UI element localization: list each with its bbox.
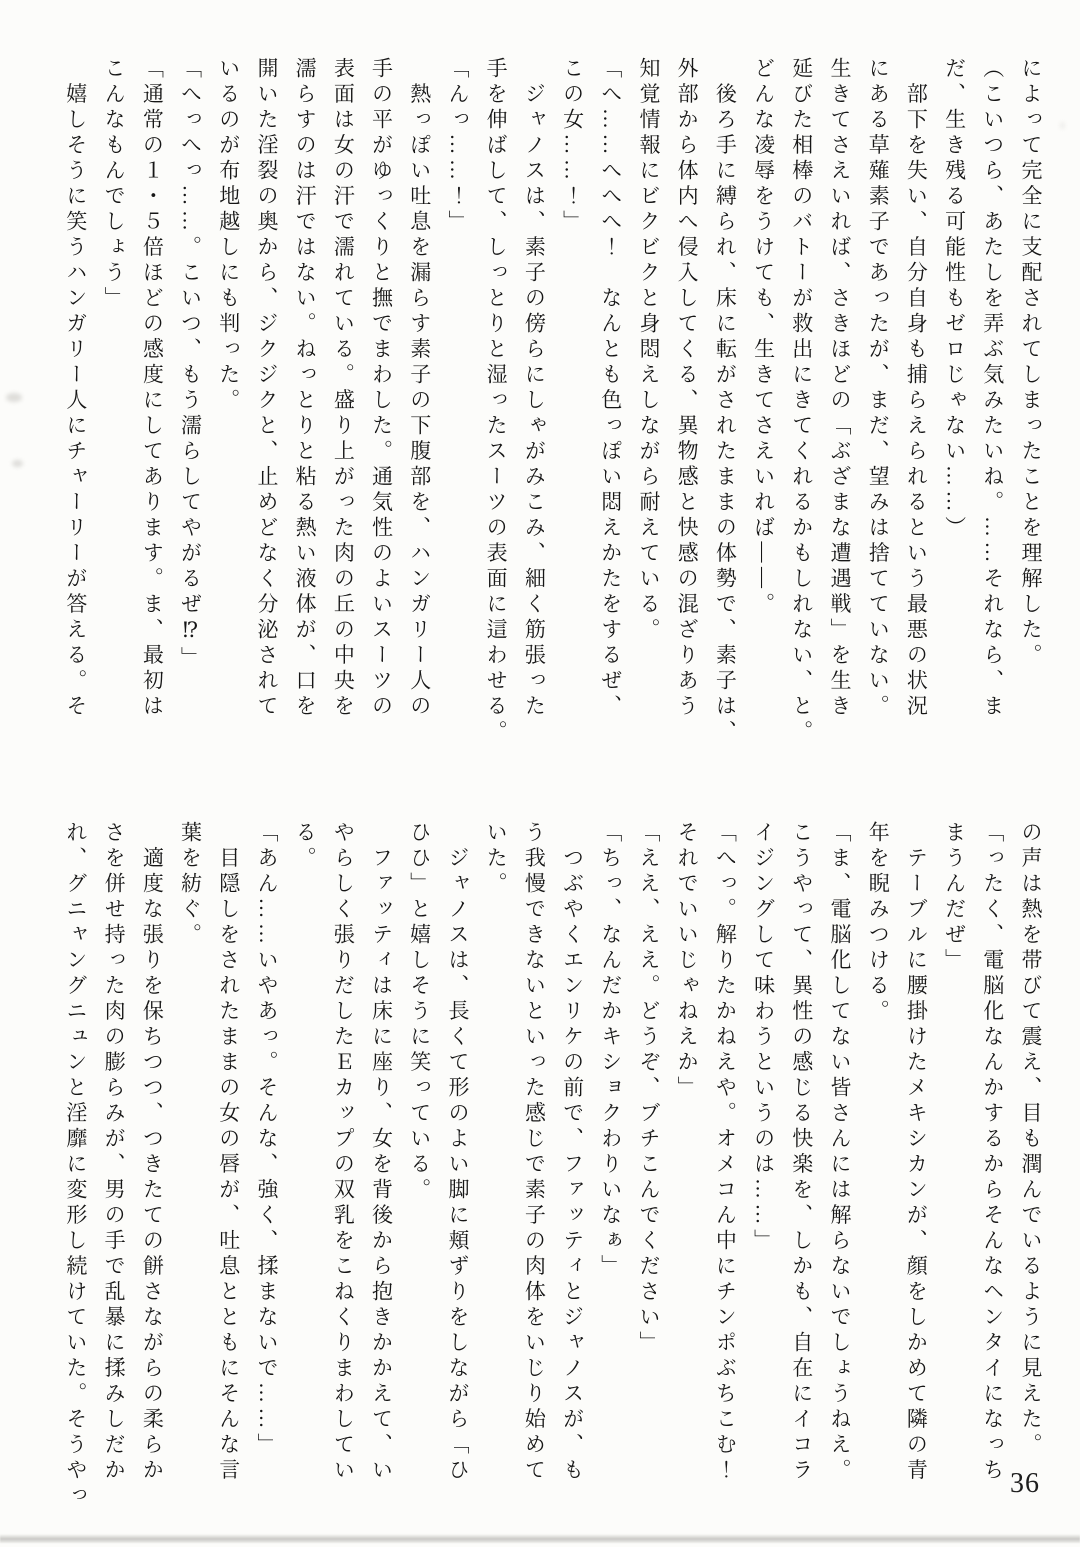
text-column: 濡らすのは汗ではない。ねっとりと粘る熱い液体が、口を — [293, 57, 318, 720]
text-column: こうやって、異性の感じる快楽を、しかも、自在にイコラ — [789, 821, 814, 1484]
text-block-bottom — [54, 821, 1050, 1515]
text-column: だ、生き残る可能性もゼロじゃない……） — [942, 57, 967, 542]
text-column: 「ったく、電脳化なんかするからそんなヘンタイになっち — [980, 821, 1005, 1484]
text-column: （こいつら、あたしを弄ぶ気みたいね。……それなら、ま — [980, 57, 1005, 720]
text-column: どんな凌辱をうけても、生きてさえいれば――。 — [751, 57, 776, 618]
text-column: 表面は女の汗で濡れている。盛り上がった肉の丘の中央を — [331, 57, 356, 720]
scan-artifact-smudge — [1060, 122, 1065, 129]
text-column: 開いた淫裂の奥から、ジクジクと、止めどなく分泌されて — [254, 57, 279, 720]
text-column: ジャノスは、長くて形のよい脚に頬ずりをしながら「ひ — [445, 821, 470, 1484]
text-column: つぶやくエンリケの前で、ファッティとジャノスが、も — [560, 821, 585, 1484]
text-column: イジングして味わうというのは……」 — [751, 821, 776, 1255]
text-column: 延びた相棒のバトーが救出にきてくれるかもしれない、と。 — [789, 57, 814, 746]
text-column: 「ちっ、なんだかキショクわりいなぁ」 — [598, 821, 623, 1280]
text-column: 嬉しそうに笑うハンガリー人にチャーリーが答える。そ — [63, 57, 88, 720]
text-column: 目隠しをされたままの女の唇が、吐息とともにそんな言 — [216, 821, 241, 1484]
text-column: う我慢できないといった感じで素子の肉体をいじり始めて — [522, 821, 547, 1484]
text-column: 「へ……へへへ！ なんとも色っぽい悶えかたをするぜ、 — [598, 57, 623, 720]
text-block-top — [54, 57, 1050, 751]
text-column: ジャノスは、素子の傍らにしゃがみこみ、細く筋張った — [522, 57, 547, 720]
text-column: 「んっ……！」 — [445, 57, 470, 236]
text-column: 外部から体内へ侵入してくる、異物感と快感の混ざりあう — [675, 57, 700, 720]
text-column: れ、グニャングニュンと淫靡に変形し続けていた。そうやっ — [63, 821, 88, 1510]
text-column: 「へっへっ……。こいつ、もう濡らしてやがるぜ⁉」 — [178, 57, 203, 672]
text-column: こんなもんでしょう」 — [102, 57, 127, 312]
text-column: 部下を失い、自分自身も捕らえられるという最悪の状況 — [904, 57, 929, 720]
text-column: まうんだぜ」 — [942, 821, 967, 974]
scan-artifact-smudge — [6, 393, 22, 402]
text-column: 「ええ、ええ。どうぞ、ブチこんでください」 — [636, 821, 661, 1357]
text-column: 「通常の１・５倍ほどの感度にしてあります。ま、最初は — [140, 57, 165, 720]
text-column: 手を伸ばして、しっとりと湿ったスーツの表面に這わせる。 — [484, 57, 509, 746]
scan-artifact-smudge — [12, 460, 23, 467]
text-column: テーブルに腰掛けたメキシカンが、顔をしかめて隣の青 — [904, 821, 929, 1484]
text-column: 「ま、電脳化してない皆さんには解らないでしょうねえ。 — [827, 821, 852, 1484]
text-column: によって完全に支配されてしまったことを理解した。 — [1019, 57, 1043, 669]
text-column: それでいいじゃねえか」 — [675, 821, 700, 1102]
text-column: る。 — [293, 821, 318, 872]
text-column: 適度な張りを保ちつつ、つきたての餅さながらの柔らか — [140, 821, 165, 1484]
text-column: 「へっ。解りたかねえや。オメコん中にチンポぶちこむ！ — [713, 821, 738, 1484]
page-number: 36 — [1010, 1468, 1040, 1499]
text-column: 後ろ手に縛られ、床に転がされたままの体勢で、素子は、 — [713, 57, 738, 746]
text-column: 知覚情報にビクビクと身悶えしながら耐えている。 — [636, 57, 661, 644]
text-column: の声は熱を帯びて震え、目も潤んでいるように見えた。 — [1019, 821, 1043, 1459]
text-column: 手の平がゆっくりと撫でまわした。通気性のよいスーツの — [369, 57, 394, 720]
scan-artifact-bottom-band — [0, 1534, 1080, 1543]
text-column: 熱っぽい吐息を漏らす素子の下腹部を、ハンガリー人の — [407, 57, 432, 720]
text-column: やらしく張りだしたＥカップの双乳をこねくりまわしてい — [331, 821, 356, 1484]
text-column: この女……！」 — [560, 57, 585, 236]
text-column: 葉を紡ぐ。 — [178, 821, 203, 949]
text-column: 生きてさえいれば、さきほどの「ぶざまな遭遇戦」を生き — [827, 57, 852, 720]
text-column: さを併せ持った肉の膨らみが、男の手で乱暴に揉みしだか — [102, 821, 127, 1484]
text-column: ひひ」と嬉しそうに笑っている。 — [407, 821, 432, 1204]
text-column: いた。 — [484, 821, 509, 898]
text-column: いるのが布地越しにも判った。 — [216, 57, 241, 414]
text-column: にある草薙素子であったが、まだ、望みは捨てていない。 — [866, 57, 891, 720]
text-column: ファッティは床に座り、女を背後から抱きかかえて、い — [369, 821, 394, 1484]
text-column: 年を睨みつける。 — [866, 821, 891, 1025]
text-column: 「あん……いやあっ。そんな、強く、揉まないで……」 — [254, 821, 279, 1459]
